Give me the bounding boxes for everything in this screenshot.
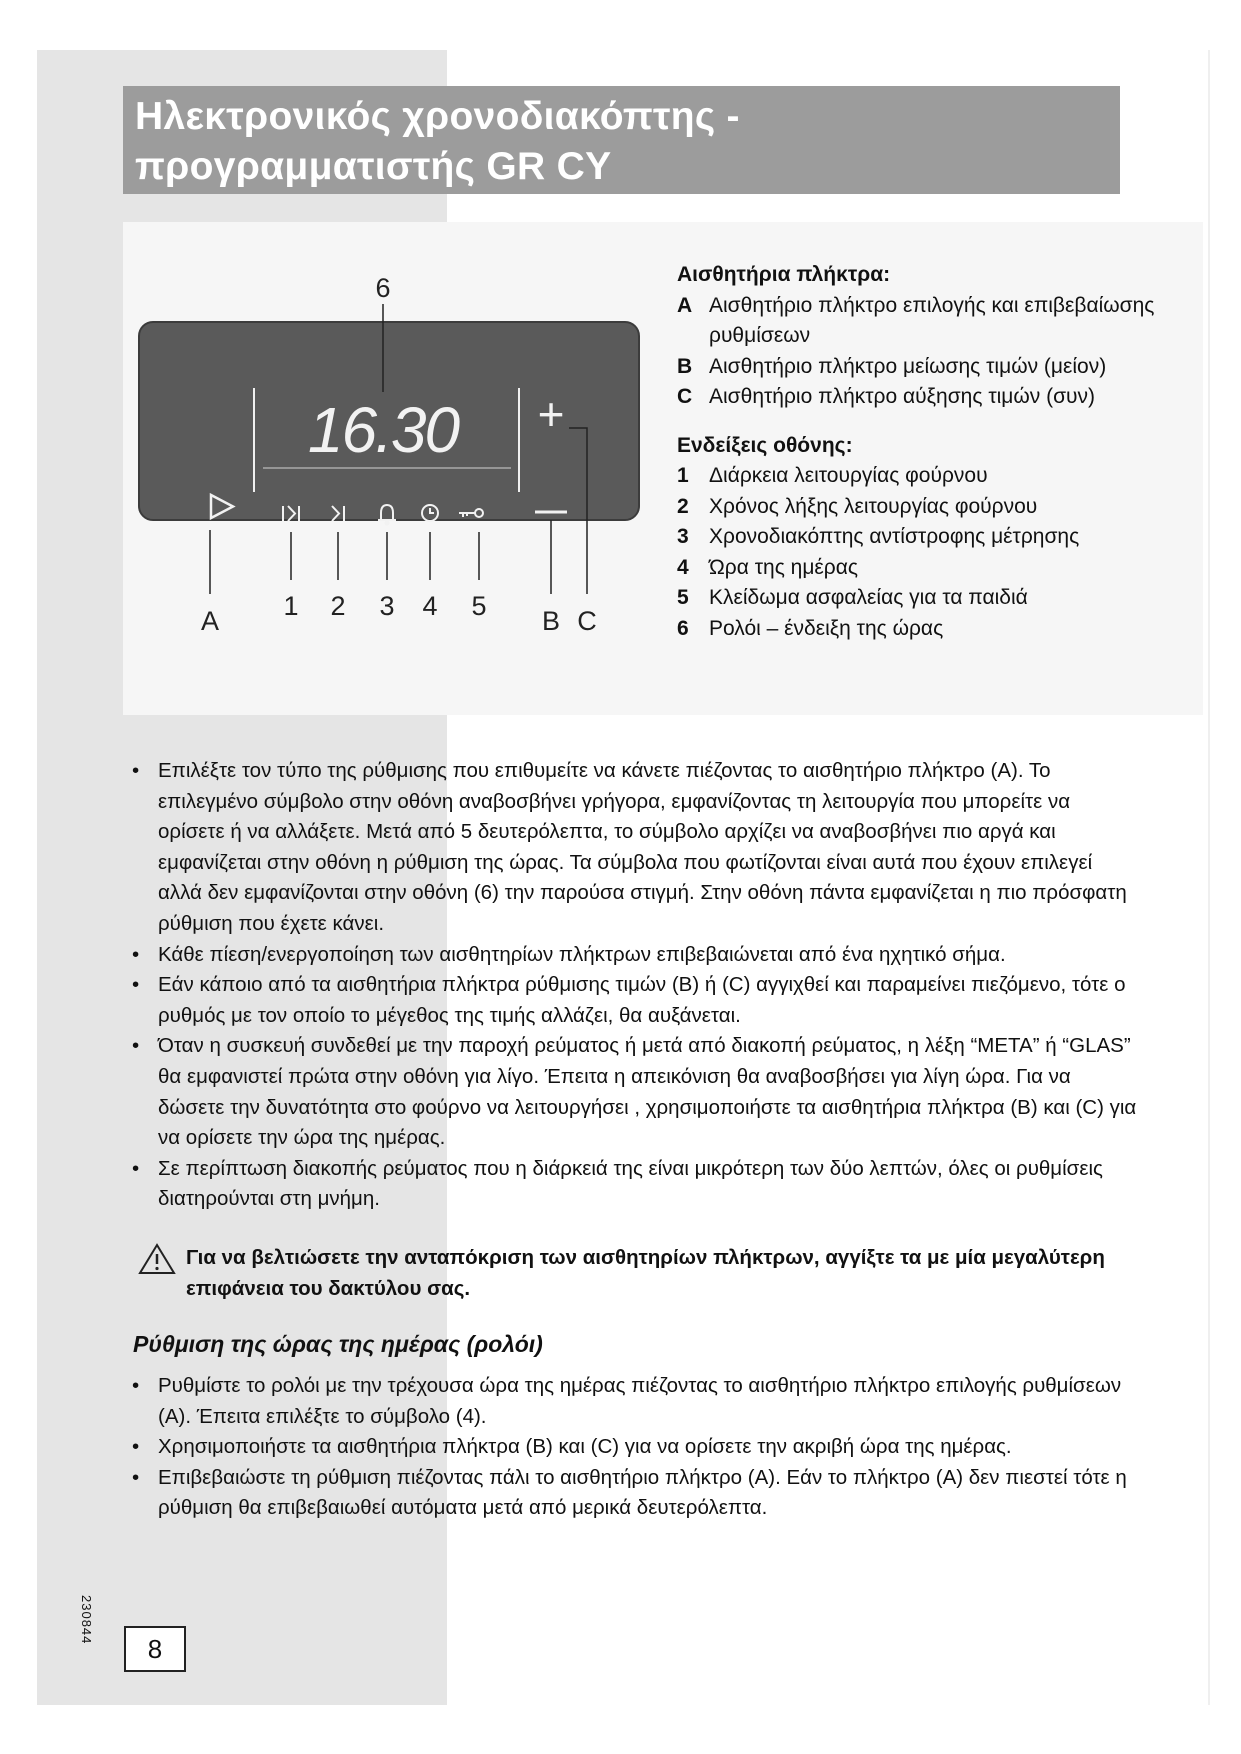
title-line-1: Ηλεκτρονικός χρονοδιακόπτης - [135,95,740,138]
list-item [130,756,1140,940]
legend-text: Αισθητήριο πλήκτρο μείωσης τιμών (μείον) [709,354,1107,378]
bullet-text: Χρησιμοποιήστε τα αισθητήρια πλήκτρα (B) και (C) για να ορίσετε την ακριβή ώρα της ημέρας. [158,1435,1012,1459]
legend-item [677,522,1197,553]
list-item [130,1031,1140,1153]
bullet-text: Επιλέξτε τον τύπο της ρύθμισης που επιθυμείτε να κάνετε πιέζοντας το αισθητήριο πλήκτρο (A). Το επιλεγμένο σύμβολο στην οθόνη αναβοσβήνει γρήγορα, εμφανίζοντας τη λειτουργία που μπορείτε να ορίσετε ή να αλλάξετε. Μετά από 5 δευτερόλεπτα, το σύμβολο αρχίζει να αναβοσβήνει πιο αργά και εμφανίζεται στην οθόνη η ρύθμιση της ώρας. Τα σύμβολα που φωτίζονται είναι αυτά που έχουν επιλεγεί αλλά δεν εμφανίζονται στην οθόνη (6) την παρούσα στιγμή. Στην οθόνη πάντα εμφανίζεται η πιο πρόσφατη ρύθμιση που έχετε κάνει. [158,759,1127,935]
legend-item [677,352,1197,383]
sensors-heading: Αισθητήρια πλήκτρα: [677,263,891,286]
bullet-mark: • [132,759,140,782]
page-number: 8 [124,1626,186,1672]
list-item [130,1371,1140,1432]
bullet-text: Εάν κάποιο από τα αισθητήρια πλήκτρα ρύθμισης τιμών (B) ή (C) αγγιχθεί και παραμείνει πιεζόμενο, τότε ο ρυθμός με τον οποίο το μέγεθος της τιμής αλλάζει, θα αυξάνεται. [158,973,1126,1027]
legend-item [677,492,1197,523]
list-item [130,940,1140,971]
bullet-mark: • [132,1465,140,1489]
display-heading: Ενδείξεις οθόνης: [677,433,853,457]
callout-6: 6 [375,273,391,303]
legend-text: Χρόνος λήξης λειτουργίας φούρνου [709,494,1038,518]
warning-text: Για να βελτιώσετε την ανταπόκριση των αισθητηρίων πλήκτρων, αγγίξτε τα με μία μεγαλύτερη επιφάνεια του δακτύλου σας. [186,1246,1105,1300]
instructions-list [130,756,1140,1215]
warning-triangle-icon [138,1243,186,1280]
list-item [130,1154,1140,1215]
display-time: 16.30 [307,394,459,466]
legend-text: Διάρκεια λειτουργίας φούρνου [709,464,988,487]
legend-key: 4 [677,555,689,579]
callout-5: 5 [471,591,487,621]
control-panel-figure [123,222,1203,715]
callout-a: A [200,606,220,636]
bullet-mark: • [132,1435,140,1459]
callout-3: 3 [379,591,395,621]
callout-c: C [577,606,597,636]
legend-key: 3 [677,525,689,548]
legend-key: C [677,385,693,408]
title-line-2: προγραμματιστής GR CY [135,145,612,188]
bullet-text: Επιβεβαιώστε τη ρύθμιση πιέζοντας πάλι το αισθητήριο πλήκτρο (A). Εάν το πλήκτρο (A) δεν πιεστεί τότε η ρύθμιση θα επιβεβαιωθεί αυτόματα μετά από μερικά δευτερόλεπτα. [158,1465,1127,1520]
legend-item [677,553,1197,584]
legend-text: Κλείδωμα ασφαλείας για τα παιδιά [709,586,1028,609]
legend-text: Χρονοδιακόπτης αντίστροφης μέτρησης [709,525,1080,548]
legend-item [677,583,1197,614]
legend-item [677,614,1197,645]
bullet-mark: • [132,973,140,997]
bullet-text: Όταν η συσκευή συνδεθεί με την παροχή ρεύματος ή μετά από διακοπή ρεύματος, η λέξη “META” ή “GLAS” θα εμφανιστεί πρώτα στην οθόνη για λίγο. Έπειτα η απεικόνιση θα αναβοσβήσει για λίγη ώρα. Για να δώσετε την δυνατότητα στο φούρνο να λειτουργήσει , χρησιμοποιήστε τα αισθητήρια πλήκτρα (B) και (C) για να ορίσετε την ώρα της ημέρας. [158,1034,1137,1150]
legend-key: A [677,293,693,317]
page-right-rule [1208,50,1210,1705]
legend-gap [677,413,1197,431]
bullet-text: Σε περίπτωση διακοπής ρεύματος που η διάρκειά της είναι μικρότερη των δύο λεπτών, όλες οι ρυθμίσεις διατηρούνται στη μνήμη. [158,1156,1103,1211]
callout-4: 4 [422,591,438,621]
callout-1: 1 [283,591,299,621]
callout-b: B [541,606,561,636]
legend-item [677,382,1197,413]
legend-key: 5 [677,586,689,609]
bullet-mark: • [132,1156,140,1180]
legend-key: 1 [677,464,689,487]
legend-item [677,291,1197,352]
document-code: 230844 [79,1595,94,1645]
title-bar [123,86,1120,194]
legend-key: 6 [677,616,689,640]
control-panel-diagram [123,222,663,715]
clock-instructions-list [130,1371,1140,1524]
callout-2: 2 [330,591,346,621]
bullet-mark: • [132,1374,140,1397]
legend-key: B [677,354,693,378]
legend [677,260,1197,644]
list-item [130,970,1140,1031]
list-item [130,1432,1140,1463]
list-item [130,1463,1140,1524]
legend-key: 2 [677,494,689,518]
clock-section-heading: Ρύθμιση της ώρας της ημέρας (ρολόι) [133,1331,543,1357]
bullet-text: Κάθε πίεση/ενεργοποίηση των αισθητηρίων πλήκτρων επιβεβαιώνεται από ένα ηχητικό σήμα. [158,942,1006,966]
bullet-mark: • [132,942,140,966]
legend-text: Ρολόι – ένδειξη της ώρας [709,616,944,640]
bullet-text: Ρυθμίστε το ρολόι με την τρέχουσα ώρα της ημέρας πιέζοντας το αισθητήριο πλήκτρο επιλογής ρυθμίσεων (A). Έπειτα επιλέξτε το σύμβολο (4). [158,1374,1122,1428]
bullet-mark: • [132,1034,140,1058]
legend-text: Ώρα της ημέρας [709,555,858,579]
plus-button[interactable]: + [537,388,565,440]
warning-note [138,1243,1138,1304]
legend-text: Αισθητήριο πλήκτρο αύξησης τιμών (συν) [709,385,1096,408]
legend-item [677,461,1197,492]
legend-text: Αισθητήριο πλήκτρο επιλογής και επιβεβαίωσης ρυθμίσεων [709,293,1155,347]
